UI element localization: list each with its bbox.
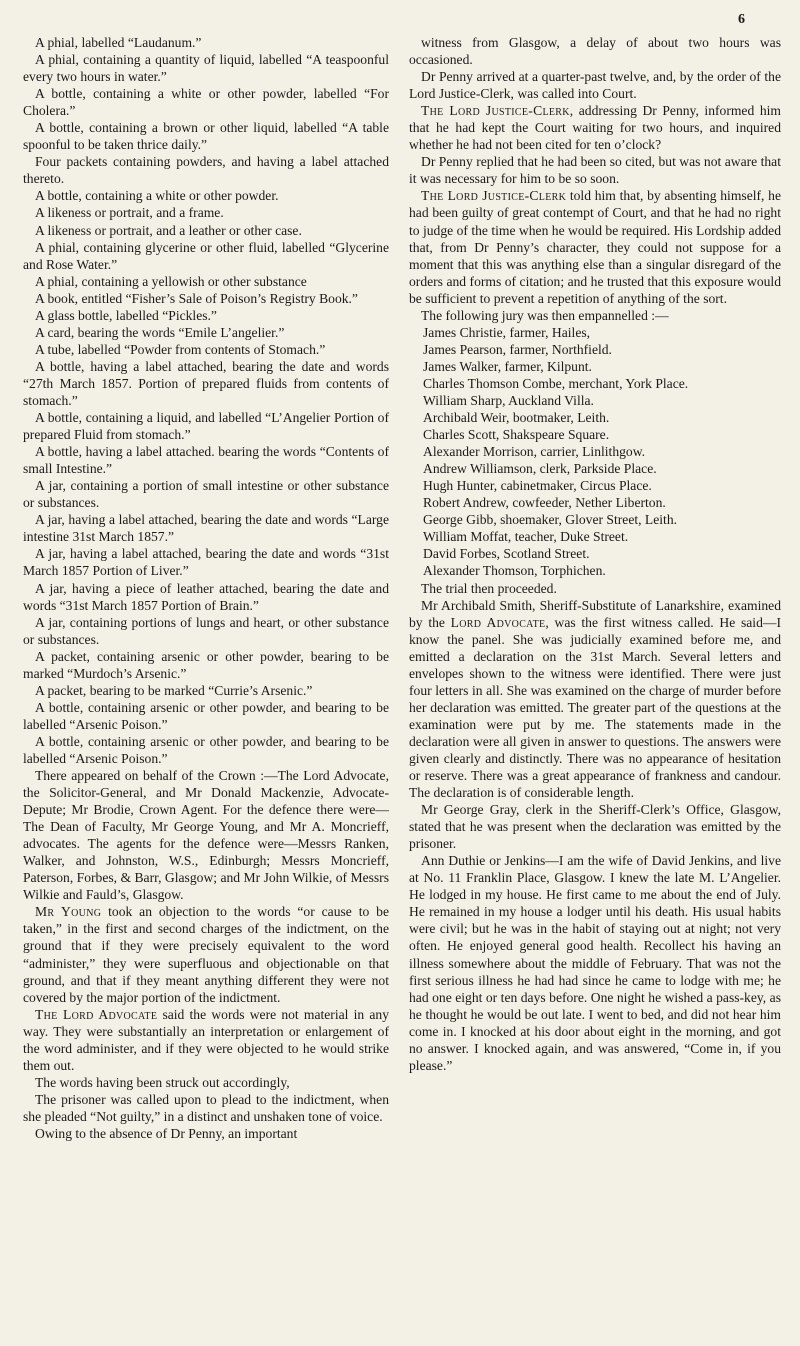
exhibit-paragraph: A phial, containing glycerine or other fluid, labelled “Glycerine and Rose Water.” bbox=[23, 239, 389, 272]
advocate-paragraph bbox=[23, 1006, 389, 1074]
exhibit-paragraph: A tube, labelled “Powder from contents of Stomach.” bbox=[35, 341, 326, 357]
juror-entry: Charles Scott, Shakspeare Square. bbox=[423, 427, 610, 443]
speaker-name: Lord Advocate bbox=[450, 614, 546, 630]
paragraph-text: , was the first witness called. He said—I know the panel. She was judicially examined before me, and emitted a declaration on the 31st March. Several letters and envelopes shown to the witness were identified. There were just four letters in all. She was examined on the charge of murder before her declaration was emitted. The greater part of the questions at the examination were put by me. The statements made in the declaration were all given in answer to questions. The answers were given clearly and distinctly. There was no appearance of hesitation or reserve. There was a great appearance of frankness and candour. The declaration is of considerable length. bbox=[409, 614, 781, 801]
juror-entry: George Gibb, shoemaker, Glover Street, Leith. bbox=[423, 512, 678, 528]
jury-intro: The following jury was then empannelled :— bbox=[421, 307, 669, 323]
exhibit-paragraph: A bottle, containing a brown or other liquid, labelled “A table spoonful to be taken thrice daily.” bbox=[23, 120, 389, 153]
juror-entry: Robert Andrew, cowfeeder, Nether Liberton. bbox=[423, 495, 666, 511]
speaker-name: The Lord Justice-Clerk bbox=[421, 188, 567, 204]
trial-line: The trial then proceeded. bbox=[421, 580, 557, 596]
exhibit-paragraph: A packet, containing arsenic or other powder, bearing to be marked “Murdoch’s Arsenic.” bbox=[23, 648, 389, 681]
juror-entry: James Christie, farmer, Hailes, bbox=[423, 324, 591, 340]
penny-reply: Dr Penny replied that he had been so cited, but was not aware that it was necessary for him to be so soon. bbox=[409, 154, 781, 187]
juror-entry: James Pearson, farmer, Northfield. bbox=[423, 341, 612, 357]
right-tail bbox=[409, 801, 781, 1074]
justice-clerk-paragraph-2 bbox=[409, 187, 781, 306]
paragraph: Dr Penny arrived at a quarter-past twelve, and, by the order of the Lord Justice-Clerk, was called into Court. bbox=[409, 69, 781, 102]
exhibit-paragraph: A jar, containing portions of lungs and heart, or other substance or substances. bbox=[23, 614, 389, 647]
speaker-name: The Lord Advocate bbox=[35, 1006, 158, 1022]
paragraph: The words having been struck out accordingly, bbox=[35, 1074, 290, 1090]
juror-entry: Alexander Thomson, Torphichen. bbox=[423, 563, 606, 579]
justice-clerk-paragraph-1 bbox=[409, 102, 781, 153]
exhibit-paragraph: A bottle, containing arsenic or other powder, and bearing to be labelled “Arsenic Poison.” bbox=[23, 699, 389, 732]
exhibit-paragraph: A bottle, containing a white or other powder. bbox=[35, 188, 279, 204]
paragraph: The prisoner was called upon to plead to the indictment, when she pleaded “Not guilty,” in a distinct and unshaken tone of voice. bbox=[23, 1091, 389, 1124]
exhibit-paragraph: A bottle, having a label attached, bearing the date and words “27th March 1857. Portion of prepared fluids from contents of stomach.” bbox=[23, 358, 389, 408]
juror-entry: William Sharp, Auckland Villa. bbox=[423, 392, 594, 408]
juror-entry: William Moffat, teacher, Duke Street. bbox=[423, 529, 629, 545]
juror-entry: Andrew Williamson, clerk, Parkside Place. bbox=[423, 461, 657, 477]
exhibit-paragraph: A jar, containing a portion of small intestine or other substance or substances. bbox=[23, 478, 389, 511]
exhibit-paragraph: A jar, having a piece of leather attached, bearing the date and words “31st March 1857 Portion of Brain.” bbox=[23, 580, 389, 613]
speaker-name: The Lord Justice-Clerk bbox=[421, 103, 570, 119]
exhibit-paragraph: A phial, labelled “Laudanum.” bbox=[35, 35, 202, 50]
young-paragraph bbox=[23, 903, 389, 1005]
jury-list bbox=[409, 324, 781, 580]
juror-entry: Charles Thomson Combe, merchant, York Place. bbox=[423, 375, 689, 391]
left-tail bbox=[23, 1074, 389, 1142]
exhibit-paragraph: A phial, containing a quantity of liquid, labelled “A teaspoonful every two hours in water.” bbox=[23, 52, 389, 85]
page-number: 6 bbox=[738, 12, 745, 27]
exhibit-paragraph: A book, entitled “Fisher’s Sale of Poison’s Registry Book.” bbox=[35, 290, 358, 306]
exhibit-list bbox=[23, 34, 389, 903]
paragraph-text: took an objection to the words “or cause to be taken,” in the first and second charges of the indictment, on the ground that if they were precisely equivalent to the word “administer,” they were superfluous and objectionable on that ground, and that if they meant anything different they were not covered by the major portion of the indictment. bbox=[23, 904, 389, 1005]
left-column bbox=[23, 34, 389, 1142]
exhibit-paragraph: A likeness or portrait, and a leather or other case. bbox=[35, 222, 302, 238]
speaker-name: Mr Young bbox=[35, 904, 102, 920]
paragraph-text: Mr Archibald Smith, Sheriff-Substitute of Lanarkshire, examined by the bbox=[409, 597, 781, 630]
juror-entry: Archibald Weir, bootmaker, Leith. bbox=[423, 410, 610, 426]
exhibit-paragraph: A glass bottle, labelled “Pickles.” bbox=[35, 307, 217, 323]
paragraph-text: said the words were not material in any way. They were substantially an interpretation or enlargement of the word administer, and if they were objected to he would strike them out. bbox=[23, 1006, 389, 1073]
exhibit-paragraph: Four packets containing powders, and having a label attached thereto. bbox=[23, 154, 389, 187]
paragraph: Ann Duthie or Jenkins—I am the wife of David Jenkins, and live at No. 11 Franklin Place, Glasgow. I knew the late M. L’Angelier. He lodged in my house. He first came to me about the end of July. He remained in my house a lodger until his death. His usual habits were civil; but he was in the habit of staying out at night; not very often. He enjoyed general good health. Recollect his having an illness somewhere about the middle of February. That was not the first serious illness he had had since he came to lodge with me; he had one eight or ten days before. One night he wished a pass-key, as he thought he would be out late. I went to bed, and did not hear him come in. I knocked at his door about eight in the morning, and got no answer. I knocked again, and was answered, “Come in, if you please.” bbox=[409, 853, 781, 1073]
paragraph-text: told him that, by absenting himself, he had been guilty of great contempt of Court, and that he had no right to judge of the time when he would be required. His Lordship added that, from Dr Penny’s character, they could not suppose for a moment that this was anything else than a singular disregard of the orders and forms of citation; and he trusted that this exposure would be sufficient to prevent a repetition of anything of the sort. bbox=[409, 188, 781, 306]
paragraph-text: , addressing Dr Penny, informed him that he had kept the Court waiting for two hours, and inquired whether he had not been cited for ten o’clock? bbox=[409, 103, 781, 153]
exhibit-paragraph: A bottle, containing a white or other powder, labelled “For Cholera.” bbox=[23, 86, 389, 119]
exhibit-paragraph: A phial, containing a yellowish or other substance bbox=[35, 273, 307, 289]
exhibit-paragraph: There appeared on behalf of the Crown :—The Lord Advocate, the Solicitor-General, and Mr Donald Mackenzie, Advocate-Depute; Mr Brodie, Crown Agent. For the defence there were—The Dean of Faculty, Mr George Young, and Mr A. Moncrieff, advocates. The agents for the defence were—Messrs Ranken, Walker, and Johnston, W.S., Edinburgh; Messrs Moncrieff, Paterson, Forbes, & Barr, Glasgow; and Mr John Wilkie, of Messrs Wilkie and Fauld’s, Glasgow. bbox=[23, 768, 389, 903]
exhibit-paragraph: A card, bearing the words “Emile L’angelier.” bbox=[35, 324, 285, 340]
smith-paragraph bbox=[409, 597, 781, 802]
exhibit-paragraph: A bottle, containing arsenic or other powder, and bearing to be labelled “Arsenic Poison.” bbox=[23, 733, 389, 766]
exhibit-paragraph: A likeness or portrait, and a frame. bbox=[35, 205, 224, 221]
right-intro bbox=[409, 34, 781, 102]
juror-entry: Hugh Hunter, cabinetmaker, Circus Place. bbox=[423, 478, 652, 494]
juror-entry: James Walker, farmer, Kilpunt. bbox=[423, 358, 592, 374]
exhibit-paragraph: A bottle, containing a liquid, and labelled “L’Angelier Portion of prepared Fluid from stomach.” bbox=[23, 410, 389, 443]
paragraph: Owing to the absence of Dr Penny, an important bbox=[35, 1126, 298, 1141]
exhibit-paragraph: A jar, having a label attached, bearing the date and words “31st March 1857 Portion of Liver.” bbox=[23, 546, 389, 579]
exhibit-paragraph: A jar, having a label attached, bearing the date and words “Large intestine 31st March 1857.” bbox=[23, 512, 389, 545]
exhibit-paragraph: A packet, bearing to be marked “Currie’s Arsenic.” bbox=[35, 682, 313, 698]
paragraph: witness from Glasgow, a delay of about two hours was occasioned. bbox=[409, 35, 781, 68]
juror-entry: Alexander Morrison, carrier, Linlithgow. bbox=[423, 444, 646, 460]
right-column bbox=[409, 34, 781, 1074]
juror-entry: David Forbes, Scotland Street. bbox=[423, 546, 590, 562]
exhibit-paragraph: A bottle, having a label attached. bearing the words “Contents of small Intestine.” bbox=[23, 444, 389, 477]
paragraph: Mr George Gray, clerk in the Sheriff-Clerk’s Office, Glasgow, stated that he was present when the declaration was emitted by the prisoner. bbox=[409, 802, 781, 852]
